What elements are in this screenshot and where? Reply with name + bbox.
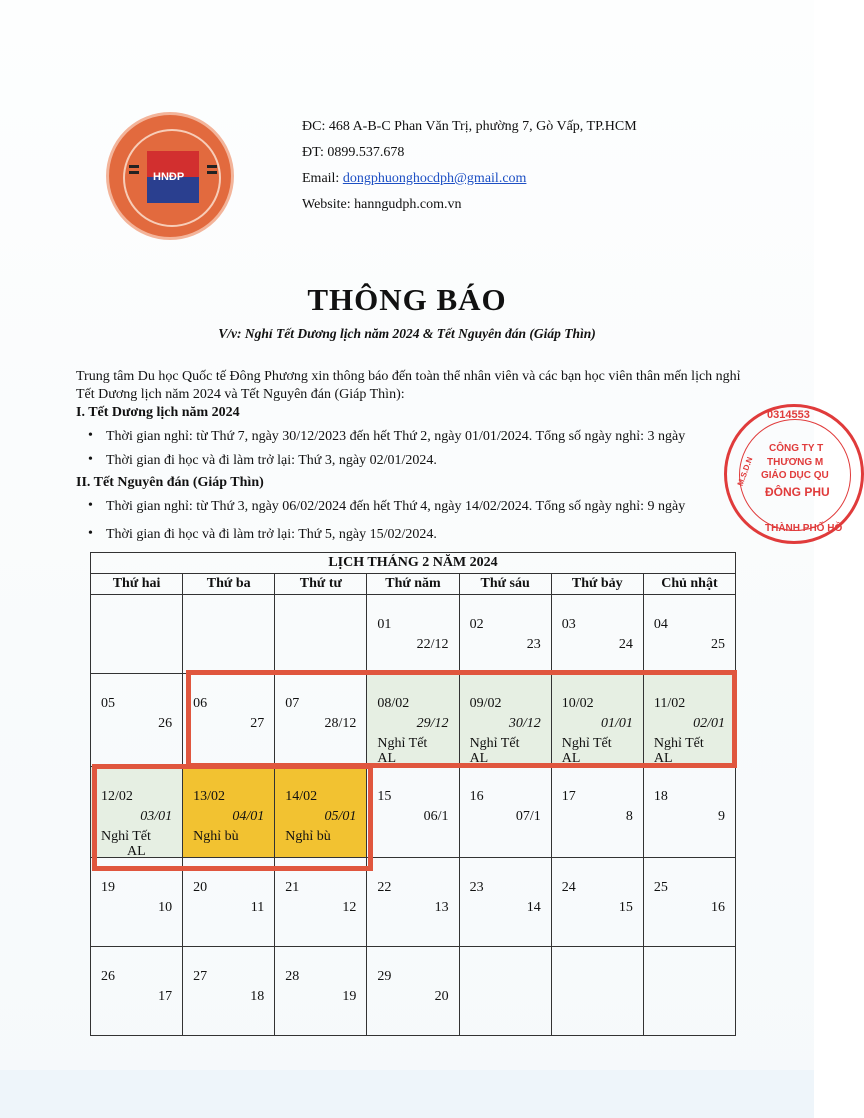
holiday-highlight-frame <box>186 670 737 768</box>
announcement-body <box>76 368 756 548</box>
solar-date: 27 <box>193 969 208 984</box>
calendar-day-cell <box>643 858 735 947</box>
solar-date: 16 <box>469 789 484 804</box>
solar-date: 22 <box>377 880 392 895</box>
list-item: • Thời gian nghỉ: từ Thứ 3, ngày 06/02/2024 đến hết Thứ 4, ngày 14/02/2024. Tổng số ngày nghỉ: 9 ngày <box>76 498 756 516</box>
list-item: • Thời gian đi học và đi làm trở lại: Thứ 5, ngày 15/02/2024. <box>76 526 756 544</box>
page-edge <box>0 1070 814 1118</box>
calendar-day-cell <box>551 595 643 674</box>
lunar-date: 27 <box>250 716 265 731</box>
contact-block <box>302 114 637 218</box>
solar-date: 08/02 <box>377 696 410 711</box>
holiday-note: Nghỉ Tết AL <box>101 829 151 859</box>
lunar-date: 03/01 <box>140 809 173 824</box>
solar-date: 20 <box>193 880 208 895</box>
intro-paragraph: Trung tâm Du học Quốc tế Đông Phương xin thông báo đến toàn thể nhân viên và các bạn học viên thân mến lịch nghỉ Tết Dương lịch năm 2024 và Tết Nguyên đán (Giáp Thìn): <box>76 369 741 402</box>
lunar-date: 07/1 <box>515 809 541 824</box>
lunar-date: 11 <box>250 900 265 915</box>
solar-date: 29 <box>377 969 392 984</box>
solar-date: 05 <box>101 696 115 711</box>
phone: ĐT: 0899.537.678 <box>302 145 405 160</box>
solar-date: 18 <box>653 789 668 804</box>
calendar-week-row <box>91 595 736 674</box>
lunar-date: 16 <box>711 900 725 915</box>
lunar-date: 13 <box>434 900 449 915</box>
calendar-day-cell <box>551 767 643 858</box>
solar-date: 11/02 <box>653 696 686 711</box>
weekday-header-cell: Thứ tư <box>275 574 367 595</box>
weekday-header-cell: Thứ sáu <box>459 574 551 595</box>
calendar-day-cell <box>459 767 551 858</box>
solar-date: 01 <box>377 617 392 632</box>
solar-date: 04 <box>653 617 668 632</box>
solar-date: 17 <box>561 789 576 804</box>
calendar-day-cell <box>275 947 367 1036</box>
weekday-header <box>91 574 736 595</box>
calendar-day-cell <box>367 858 459 947</box>
lunar-date: 29/12 <box>416 716 449 731</box>
address: ĐC: 468 A-B-C Phan Văn Trị, phường 7, Gò Vấp, TP.HCM <box>302 119 637 134</box>
solar-date: 06 <box>193 696 208 711</box>
lunar-date: 24 <box>618 637 633 652</box>
email-link[interactable]: dongphuonghocdph@gmail.com <box>342 171 527 186</box>
weekday-header-cell: Thứ bảy <box>551 574 643 595</box>
lunar-date: 9 <box>718 809 725 824</box>
solar-date: 03 <box>561 617 576 632</box>
lunar-date: 15 <box>618 900 633 915</box>
lunar-date: 14 <box>526 900 541 915</box>
solar-date: 25 <box>653 880 668 895</box>
calendar-day-cell <box>551 947 643 1036</box>
lunar-date: 19 <box>342 989 357 1004</box>
weekday-header-cell: Thứ ba <box>183 574 275 595</box>
solar-date: 21 <box>285 880 300 895</box>
lunar-date: 23 <box>526 637 541 652</box>
lunar-date: 20 <box>434 989 449 1004</box>
section-heading-1: I. Tết Dương lịch năm 2024 <box>76 405 240 420</box>
calendar-day-cell <box>91 947 183 1036</box>
email-line: Email: dongphuonghocdph@gmail.com <box>302 171 527 186</box>
solar-date: 14/02 <box>285 789 318 804</box>
solar-date: 15 <box>377 789 392 804</box>
solar-date: 24 <box>561 880 576 895</box>
lunar-date: 26 <box>158 716 173 731</box>
holiday-highlight-frame <box>92 764 373 871</box>
lunar-date: 04/01 <box>232 809 265 824</box>
solar-date: 07 <box>285 696 300 711</box>
lunar-date: 02/01 <box>693 716 725 731</box>
lunar-date: 25 <box>711 637 725 652</box>
lunar-date: 06/1 <box>423 809 449 824</box>
lunar-date: 12 <box>342 900 357 915</box>
calendar-title: LỊCH THÁNG 2 NĂM 2024 <box>91 553 736 574</box>
calendar-day-cell <box>183 595 275 674</box>
weekday-header-cell: Thứ năm <box>367 574 459 595</box>
center-logo <box>106 112 234 240</box>
solar-date: 19 <box>101 880 115 895</box>
lunar-date: 22/12 <box>416 637 449 652</box>
lunar-date: 30/12 <box>508 716 541 731</box>
calendar-day-cell <box>643 595 735 674</box>
list-item: • Thời gian đi học và đi làm trở lại: Thứ 3, ngày 02/01/2024. <box>76 452 756 470</box>
holiday-note: Nghỉ Tết AL <box>469 736 520 766</box>
lunar-date: 28/12 <box>324 716 357 731</box>
calendar-day-cell <box>183 947 275 1036</box>
website: Website: hanngudph.com.vn <box>302 197 462 212</box>
lunar-date: 8 <box>625 809 633 824</box>
calendar-day-cell <box>551 858 643 947</box>
calendar-day-cell <box>91 674 183 767</box>
calendar-day-cell <box>459 858 551 947</box>
solar-date: 26 <box>101 969 115 984</box>
calendar-day-cell <box>275 595 367 674</box>
logo-brand: HNĐP <box>153 171 185 183</box>
lunar-date: 01/01 <box>600 716 633 731</box>
weekday-header-cell: Thứ hai <box>91 574 183 595</box>
calendar-day-cell <box>459 947 551 1036</box>
holiday-note: Nghỉ Tết AL <box>377 736 428 766</box>
section-heading-2: II. Tết Nguyên đán (Giáp Thìn) <box>76 475 264 490</box>
calendar-day-cell <box>643 767 735 858</box>
lunar-date: 05/01 <box>324 809 357 824</box>
list-item: • Thời gian nghỉ: từ Thứ 7, ngày 30/12/2023 đến hết Thứ 2, ngày 01/01/2024. Tổng số ngày nghỉ: 3 ngày <box>76 428 756 446</box>
page-title: THÔNG BÁO <box>307 282 507 317</box>
calendar-day-cell <box>367 947 459 1036</box>
holiday-note: Nghỉ Tết AL <box>561 736 612 766</box>
company-stamp: 0314553 CÔNG TY T THƯƠNG M GIÁO DỤC QU ĐÔNG PHU THÀNH PHỐ HỒ M.S.D.N <box>724 404 864 544</box>
lunar-date: 18 <box>250 989 265 1004</box>
holiday-note: Nghỉ bù <box>193 829 239 844</box>
holiday-note: Nghỉ bù <box>285 829 331 844</box>
calendar-day-cell <box>367 595 459 674</box>
holiday-note: Nghỉ Tết AL <box>653 736 704 766</box>
subtitle: V/v: Nghỉ Tết Dương lịch năm 2024 & Tết Nguyên đán (Giáp Thìn) <box>218 326 596 341</box>
solar-date: 02 <box>469 617 484 632</box>
solar-date: 28 <box>285 969 300 984</box>
calendar-day-cell <box>459 595 551 674</box>
solar-date: 12/02 <box>101 789 133 804</box>
lunar-date: 10 <box>158 900 173 915</box>
solar-date: 23 <box>469 880 484 895</box>
lunar-date: 17 <box>158 989 173 1004</box>
calendar-day-cell <box>367 767 459 858</box>
calendar-day-cell <box>643 947 735 1036</box>
weekday-header-cell: Chủ nhật <box>643 574 735 595</box>
calendar-day-cell <box>91 595 183 674</box>
solar-date: 10/02 <box>561 696 594 711</box>
solar-date: 13/02 <box>193 789 226 804</box>
calendar-week-row <box>91 947 736 1036</box>
solar-date: 09/02 <box>469 696 502 711</box>
